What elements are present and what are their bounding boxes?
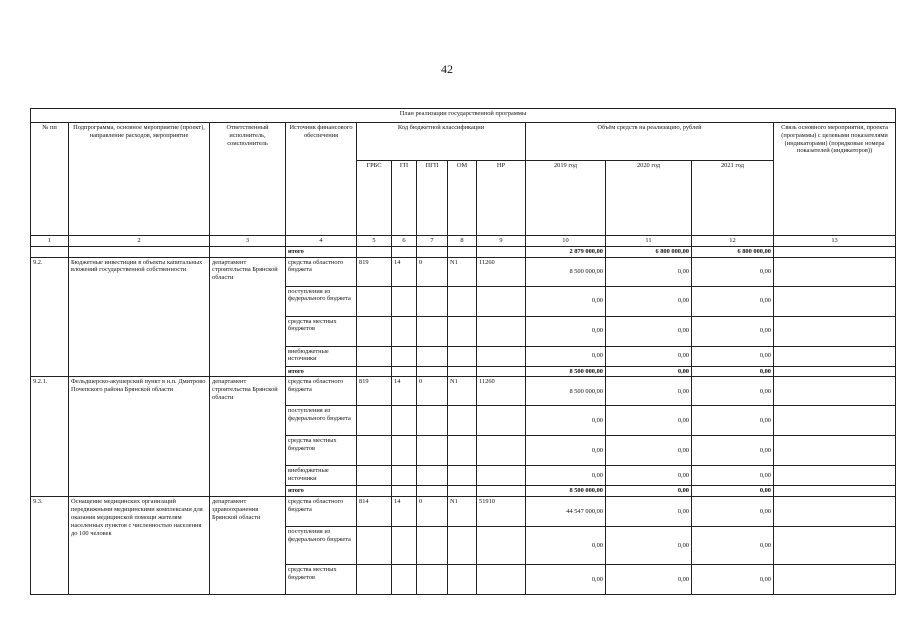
om-code [448, 527, 477, 565]
gp-code: 14 [392, 497, 417, 527]
header-2020: 2020 год [606, 161, 692, 236]
total-2020: 6 800 000,00 [606, 246, 692, 257]
funding-source: средства областного бюджета [286, 497, 357, 527]
gp-code [392, 436, 417, 466]
om-code [448, 406, 477, 436]
header-nr: НР [477, 161, 526, 236]
page-number: 42 [441, 62, 453, 76]
amount-2020: 0,00 [606, 346, 692, 366]
pgp-code: 0 [417, 497, 448, 527]
gp-code [392, 565, 417, 595]
amount-2021: 0,00 [692, 436, 774, 466]
nr-code [477, 406, 526, 436]
total-label: итого [286, 486, 357, 497]
header-subprogram: Подпрограмма, основное мероприятие (проект), направление расходов, мероприятие [69, 123, 210, 236]
om-code [448, 565, 477, 595]
nr-code: 11260 [477, 377, 526, 406]
item-name: Бюджетные инвестиции в объекты капитальных вложений государственной собственности [69, 257, 210, 377]
column-number: 13 [774, 236, 896, 247]
item-number: 9.2. [31, 257, 69, 377]
column-number: 10 [526, 236, 606, 247]
grbs-code [357, 436, 392, 466]
nr-code: 11260 [477, 257, 526, 286]
header-grbs: ГРБС [357, 161, 392, 236]
nr-code [477, 565, 526, 595]
column-number: 5 [357, 236, 392, 247]
total-2021: 0,00 [692, 486, 774, 497]
total-2020: 0,00 [606, 366, 692, 377]
grbs-code [357, 316, 392, 346]
total-2021: 0,00 [692, 366, 774, 377]
header-volume: Объём средств на реализацию, рублей [526, 123, 774, 161]
amount-2019: 0,00 [526, 406, 606, 436]
om-code [448, 286, 477, 316]
total-label: итого [286, 366, 357, 377]
funding-source: средства областного бюджета [286, 257, 357, 286]
amount-2021: 0,00 [692, 466, 774, 486]
indicator-link [774, 436, 896, 466]
total-2019: 8 500 000,00 [526, 486, 606, 497]
column-number: 1 [31, 236, 69, 247]
amount-2020: 0,00 [606, 565, 692, 595]
funding-source: средства местных бюджетов [286, 565, 357, 595]
amount-2021: 0,00 [692, 257, 774, 286]
amount-2021: 0,00 [692, 497, 774, 527]
total-2019: 8 500 000,00 [526, 366, 606, 377]
amount-2020: 0,00 [606, 406, 692, 436]
om-code [448, 346, 477, 366]
funding-source: средства областного бюджета [286, 377, 357, 406]
column-number: 12 [692, 236, 774, 247]
gp-code [392, 286, 417, 316]
pgp-code [417, 565, 448, 595]
column-number: 6 [392, 236, 417, 247]
gp-code: 14 [392, 377, 417, 406]
amount-2019: 0,00 [526, 466, 606, 486]
item-number: 9.3. [31, 497, 69, 595]
column-number: 9 [477, 236, 526, 247]
nr-code: 51910 [477, 497, 526, 527]
grbs-code [357, 286, 392, 316]
amount-2019: 44 547 000,00 [526, 497, 606, 527]
table-row [31, 377, 896, 406]
funding-source: поступления из федерального бюджета [286, 527, 357, 565]
amount-2020: 0,00 [606, 527, 692, 565]
amount-2019: 0,00 [526, 286, 606, 316]
amount-2019: 8 500 000,00 [526, 377, 606, 406]
header-2021: 2021 год [692, 161, 774, 236]
om-code: N1 [448, 497, 477, 527]
item-name: Оснащение медицинских организаций передвижными медицинскими комплексами для оказания медицинской помощи жителям населенных пунктов с численностью населения до 100 человек [69, 497, 210, 595]
amount-2019: 0,00 [526, 316, 606, 346]
total-2020: 0,00 [606, 486, 692, 497]
nr-code [477, 527, 526, 565]
pgp-code [417, 436, 448, 466]
amount-2019: 0,00 [526, 436, 606, 466]
amount-2021: 0,00 [692, 377, 774, 406]
amount-2019: 0,00 [526, 565, 606, 595]
item-executor: департамент здравоохранения Брянской области [210, 497, 286, 595]
item-executor: департамент строительства Брянской области [210, 257, 286, 377]
top-total-row [31, 246, 896, 257]
amount-2019: 0,00 [526, 527, 606, 565]
column-number: 7 [417, 236, 448, 247]
pgp-code [417, 346, 448, 366]
gp-code [392, 346, 417, 366]
pgp-code [417, 527, 448, 565]
gp-code [392, 406, 417, 436]
item-number: 9.2.1. [31, 377, 69, 497]
table-row [31, 257, 896, 286]
amount-2021: 0,00 [692, 527, 774, 565]
amount-2019: 0,00 [526, 346, 606, 366]
plan-table [30, 108, 896, 595]
gp-code [392, 466, 417, 486]
amount-2021: 0,00 [692, 316, 774, 346]
gp-code: 14 [392, 257, 417, 286]
gp-code [392, 527, 417, 565]
total-2021: 6 800 000,00 [692, 246, 774, 257]
pgp-code: 0 [417, 257, 448, 286]
total-2019: 2 879 000,00 [526, 246, 606, 257]
grbs-code: 814 [357, 497, 392, 527]
pgp-code [417, 466, 448, 486]
pgp-code [417, 286, 448, 316]
pgp-code: 0 [417, 377, 448, 406]
nr-code [477, 346, 526, 366]
indicator-link [774, 286, 896, 316]
funding-source: средства местных бюджетов [286, 436, 357, 466]
indicator-link [774, 466, 896, 486]
amount-2021: 0,00 [692, 406, 774, 436]
om-code [448, 316, 477, 346]
header-link: Связь основного мероприятия, проекта (программы) с целевыми показателями (индикаторами) (порядковые номера показателей (индикаторов)) [774, 123, 896, 236]
funding-source: внебюджетные источники [286, 346, 357, 366]
total-label: итого [286, 246, 357, 257]
table-row [31, 497, 896, 527]
table-title-row [31, 109, 896, 123]
amount-2020: 0,00 [606, 286, 692, 316]
column-number: 3 [210, 236, 286, 247]
grbs-code [357, 346, 392, 366]
nr-code [477, 316, 526, 346]
funding-source: средства местных бюджетов [286, 316, 357, 346]
amount-2021: 0,00 [692, 565, 774, 595]
amount-2020: 0,00 [606, 316, 692, 346]
nr-code [477, 286, 526, 316]
grbs-code: 819 [357, 257, 392, 286]
item-name: Фельдшерско-акушерский пункт в н.п. Дмитрово Почепского района Брянской области [69, 377, 210, 497]
column-number: 8 [448, 236, 477, 247]
indicator-link [774, 377, 896, 406]
grbs-code [357, 527, 392, 565]
om-code [448, 466, 477, 486]
amount-2021: 0,00 [692, 286, 774, 316]
nr-code [477, 466, 526, 486]
amount-2020: 0,00 [606, 466, 692, 486]
funding-source: поступления из федерального бюджета [286, 286, 357, 316]
indicator-link [774, 316, 896, 346]
header-pgp: ПГП [417, 161, 448, 236]
om-code [448, 436, 477, 466]
amount-2020: 0,00 [606, 436, 692, 466]
indicator-link [774, 257, 896, 286]
amount-2021: 0,00 [692, 346, 774, 366]
header-executor: Ответственный исполнитель, соисполнитель [210, 123, 286, 236]
gp-code [392, 316, 417, 346]
funding-source: поступления из федерального бюджета [286, 406, 357, 436]
table-title: План реализации государственной программы [31, 109, 896, 123]
item-executor: департамент строительства Брянской области [210, 377, 286, 497]
grbs-code [357, 565, 392, 595]
header-budget-code: Код бюджетной классификации [357, 123, 526, 161]
header-source: Источник финансового обеспечения [286, 123, 357, 236]
column-numbers-row [31, 236, 896, 247]
header-gp: ГП [392, 161, 417, 236]
indicator-link [774, 527, 896, 565]
om-code: N1 [448, 257, 477, 286]
header-num: № пп [31, 123, 69, 236]
header-om: ОМ [448, 161, 477, 236]
om-code: N1 [448, 377, 477, 406]
column-number: 11 [606, 236, 692, 247]
grbs-code [357, 466, 392, 486]
column-number: 2 [69, 236, 210, 247]
header-row [31, 123, 896, 161]
indicator-link [774, 406, 896, 436]
pgp-code [417, 316, 448, 346]
column-number: 4 [286, 236, 357, 247]
grbs-code: 819 [357, 377, 392, 406]
funding-source: внебюджетные источники [286, 466, 357, 486]
amount-2020: 0,00 [606, 377, 692, 406]
indicator-link [774, 565, 896, 595]
amount-2019: 8 500 000,00 [526, 257, 606, 286]
header-2019: 2019 год [526, 161, 606, 236]
amount-2020: 0,00 [606, 497, 692, 527]
grbs-code [357, 406, 392, 436]
amount-2020: 0,00 [606, 257, 692, 286]
indicator-link [774, 497, 896, 527]
indicator-link [774, 346, 896, 366]
nr-code [477, 436, 526, 466]
pgp-code [417, 406, 448, 436]
